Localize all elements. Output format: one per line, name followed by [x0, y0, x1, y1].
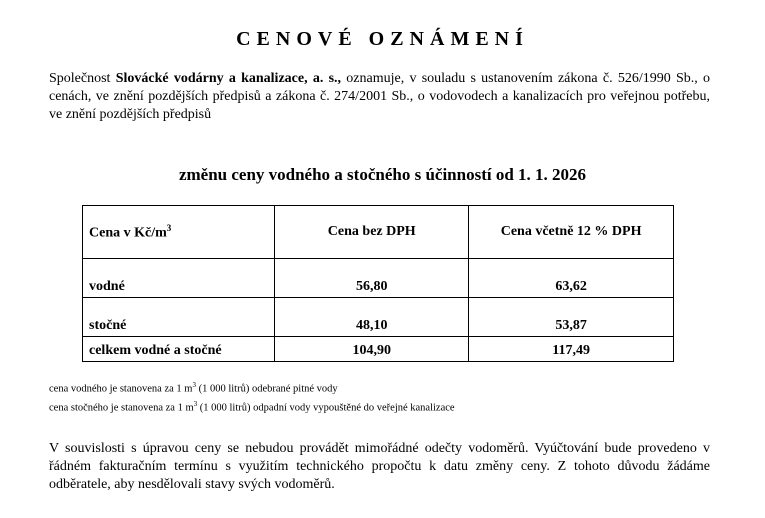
- note-water: cena vodného je stanovena za 1 $m^3$ (1 000 litrů) odebrané pitné vody: [49, 381, 338, 395]
- header-gross-price: Cena včetně 12 % DPH: [469, 206, 674, 259]
- footer-paragraph: V souvislosti s úpravou ceny se nebudou provádět mimořádné odečty vodoměrů. Vyúčtování bude provedeno v řádném fakturačním termínu s využitím technického propočtu k datu změny ceny. Z tohoto důvodu žádáme odběratele, aby nesdělovali stavy svých vodoměrů.: [49, 441, 710, 492]
- unit-superscript: 3: [166, 222, 172, 233]
- row-net: 48,10: [275, 298, 469, 337]
- note-sewage: cena stočného je stanovena za 1 $m^3$ (1 000 litrů) odpadní vody vypouštěné do veřejné kanalizace: [49, 399, 455, 413]
- row-label: stočné: [83, 298, 275, 337]
- intro-prefix: Společnost: [49, 71, 116, 86]
- intro-paragraph: [49, 70, 710, 124]
- table-row: [83, 259, 674, 298]
- price-change-subtitle: změnu ceny vodného a stočného s účinností od 1. 1. 2026: [178, 165, 587, 184]
- intro-rest: oznamuje, v souladu s ustanovením zákona č. 526/1990 Sb., o cenách, ve znění pozdějších předpisů a zákona č. 274/2001 Sb., o vodovodech a kanalizacích pro veřejnou potřebu, ve znění pozdějších předpisů: [49, 71, 710, 122]
- header-unit: Cena v $Kč/m^3$: [83, 206, 275, 259]
- row-label: vodné: [83, 259, 275, 298]
- row-net: 104,90: [275, 337, 469, 362]
- row-gross: 117,49: [469, 337, 674, 362]
- table-row: [83, 298, 674, 337]
- table-row: [83, 337, 674, 362]
- row-gross: 63,62: [469, 259, 674, 298]
- row-net: 56,80: [275, 259, 469, 298]
- header-net-price: Cena bez DPH: [275, 206, 469, 259]
- price-notes: [49, 378, 455, 415]
- row-label: celkem vodné a stočné: [83, 337, 275, 362]
- page-title: CENOVÉ OZNÁMENÍ: [236, 28, 529, 50]
- price-table: [82, 205, 674, 362]
- table-header-row: [83, 206, 674, 259]
- row-gross: 53,87: [469, 298, 674, 337]
- company-name: Slovácké vodárny a kanalizace, a. s.,: [115, 71, 342, 86]
